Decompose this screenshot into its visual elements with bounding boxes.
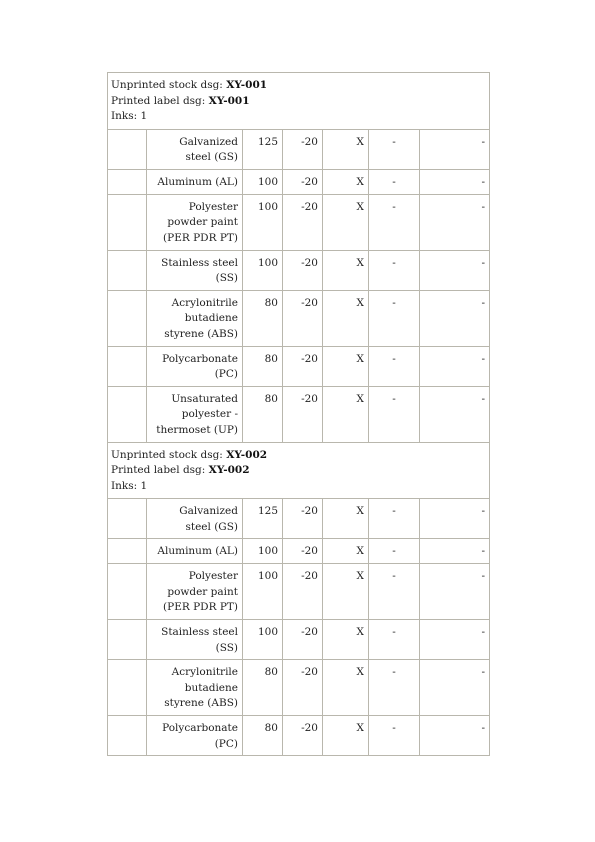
dash-cell-2: - (420, 539, 490, 564)
material-cell: Galvanized steel (GS) (147, 130, 243, 170)
dash-cell-2: - (420, 195, 490, 251)
mark-cell: X (323, 291, 369, 347)
unprinted-stock-value: XY-002 (226, 448, 268, 461)
dash-cell-2: - (420, 499, 490, 539)
empty-cell (108, 130, 147, 170)
table-row (108, 620, 490, 660)
empty-cell (108, 347, 147, 387)
value-2-cell: -20 (283, 195, 323, 251)
material-cell: Polyester powder paint (PER PDR PT) (147, 195, 243, 251)
printed-label-label: Printed label dsg: (111, 464, 206, 476)
material-cell: Polycarbonate (PC) (147, 347, 243, 387)
value-1-cell: 80 (243, 291, 283, 347)
table-row (108, 251, 490, 291)
empty-cell (108, 620, 147, 660)
material-cell: Aluminum (AL) (147, 170, 243, 195)
mark-cell: X (323, 660, 369, 716)
group-header-row (108, 443, 490, 500)
dash-cell-1: - (369, 716, 420, 756)
dash-cell-1: - (369, 130, 420, 170)
mark-cell: X (323, 499, 369, 539)
dash-cell-2: - (420, 251, 490, 291)
value-1-cell: 125 (243, 499, 283, 539)
table-row (108, 347, 490, 387)
value-2-cell: -20 (283, 620, 323, 660)
dash-cell-1: - (369, 499, 420, 539)
dash-cell-1: - (369, 539, 420, 564)
unprinted-stock-label: Unprinted stock dsg: (111, 79, 223, 91)
table-row (108, 564, 490, 620)
empty-cell (108, 539, 147, 564)
value-1-cell: 80 (243, 716, 283, 756)
material-cell: Stainless steel (SS) (147, 251, 243, 291)
value-1-cell: 125 (243, 130, 283, 170)
dash-cell-2: - (420, 291, 490, 347)
material-cell: Galvanized steel (GS) (147, 499, 243, 539)
value-1-cell: 100 (243, 251, 283, 291)
empty-cell (108, 499, 147, 539)
group-header (108, 443, 490, 500)
mark-cell: X (323, 130, 369, 170)
mark-cell: X (323, 251, 369, 291)
empty-cell (108, 195, 147, 251)
table-row (108, 539, 490, 564)
empty-cell (108, 291, 147, 347)
value-1-cell: 100 (243, 170, 283, 195)
material-cell: Stainless steel (SS) (147, 620, 243, 660)
printed-label-value: XY-002 (208, 464, 250, 476)
material-cell: Polyester powder paint (PER PDR PT) (147, 564, 243, 620)
dash-cell-2: - (420, 716, 490, 756)
table-row (108, 291, 490, 347)
unprinted-stock-line (111, 78, 486, 94)
dash-cell-1: - (369, 347, 420, 387)
empty-cell (108, 170, 147, 195)
value-1-cell: 80 (243, 347, 283, 387)
label-spec-table (107, 72, 490, 756)
printed-label-line (111, 94, 486, 110)
table-row (108, 660, 490, 716)
inks-line: Inks: 1 (111, 110, 148, 122)
material-cell: Acrylonitrile butadiene styrene (ABS) (147, 291, 243, 347)
value-2-cell: -20 (283, 716, 323, 756)
mark-cell: X (323, 170, 369, 195)
value-2-cell: -20 (283, 564, 323, 620)
table-body (108, 73, 490, 756)
value-1-cell: 100 (243, 620, 283, 660)
material-cell: Unsaturated polyester - thermoset (UP) (147, 387, 243, 443)
table-row (108, 170, 490, 195)
material-cell: Aluminum (AL) (147, 539, 243, 564)
unprinted-stock-line (111, 448, 486, 464)
dash-cell-2: - (420, 130, 490, 170)
mark-cell: X (323, 387, 369, 443)
dash-cell-2: - (420, 564, 490, 620)
dash-cell-2: - (420, 620, 490, 660)
value-1-cell: 100 (243, 539, 283, 564)
dash-cell-2: - (420, 347, 490, 387)
table-row (108, 130, 490, 170)
empty-cell (108, 387, 147, 443)
table-row (108, 387, 490, 443)
dash-cell-1: - (369, 251, 420, 291)
value-2-cell: -20 (283, 291, 323, 347)
empty-cell (108, 251, 147, 291)
table-row (108, 195, 490, 251)
dash-cell-2: - (420, 660, 490, 716)
dash-cell-1: - (369, 564, 420, 620)
mark-cell: X (323, 539, 369, 564)
value-2-cell: -20 (283, 387, 323, 443)
group-header-row (108, 73, 490, 130)
group-header (108, 73, 490, 130)
mark-cell: X (323, 716, 369, 756)
dash-cell-1: - (369, 620, 420, 660)
dash-cell-1: - (369, 195, 420, 251)
value-2-cell: -20 (283, 130, 323, 170)
table-row (108, 716, 490, 756)
table-row (108, 499, 490, 539)
unprinted-stock-label: Unprinted stock dsg: (111, 448, 223, 461)
document-page (107, 72, 489, 756)
dash-cell-2: - (420, 170, 490, 195)
unprinted-stock-value: XY-001 (226, 79, 268, 91)
dash-cell-1: - (369, 170, 420, 195)
value-1-cell: 100 (243, 195, 283, 251)
value-2-cell: -20 (283, 499, 323, 539)
value-2-cell: -20 (283, 660, 323, 716)
inks-line: Inks: 1 (111, 479, 148, 492)
value-1-cell: 80 (243, 660, 283, 716)
empty-cell (108, 564, 147, 620)
dash-cell-1: - (369, 387, 420, 443)
printed-label-value: XY-001 (208, 94, 250, 107)
mark-cell: X (323, 620, 369, 660)
value-2-cell: -20 (283, 170, 323, 195)
value-2-cell: -20 (283, 539, 323, 564)
dash-cell-1: - (369, 660, 420, 716)
material-cell: Polycarbonate (PC) (147, 716, 243, 756)
printed-label-label: Printed label dsg: (111, 94, 206, 107)
value-2-cell: -20 (283, 251, 323, 291)
dash-cell-1: - (369, 291, 420, 347)
empty-cell (108, 660, 147, 716)
mark-cell: X (323, 564, 369, 620)
mark-cell: X (323, 195, 369, 251)
empty-cell (108, 716, 147, 756)
mark-cell: X (323, 347, 369, 387)
dash-cell-2: - (420, 387, 490, 443)
printed-label-line (111, 463, 486, 479)
value-2-cell: -20 (283, 347, 323, 387)
value-1-cell: 80 (243, 387, 283, 443)
value-1-cell: 100 (243, 564, 283, 620)
material-cell: Acrylonitrile butadiene styrene (ABS) (147, 660, 243, 716)
